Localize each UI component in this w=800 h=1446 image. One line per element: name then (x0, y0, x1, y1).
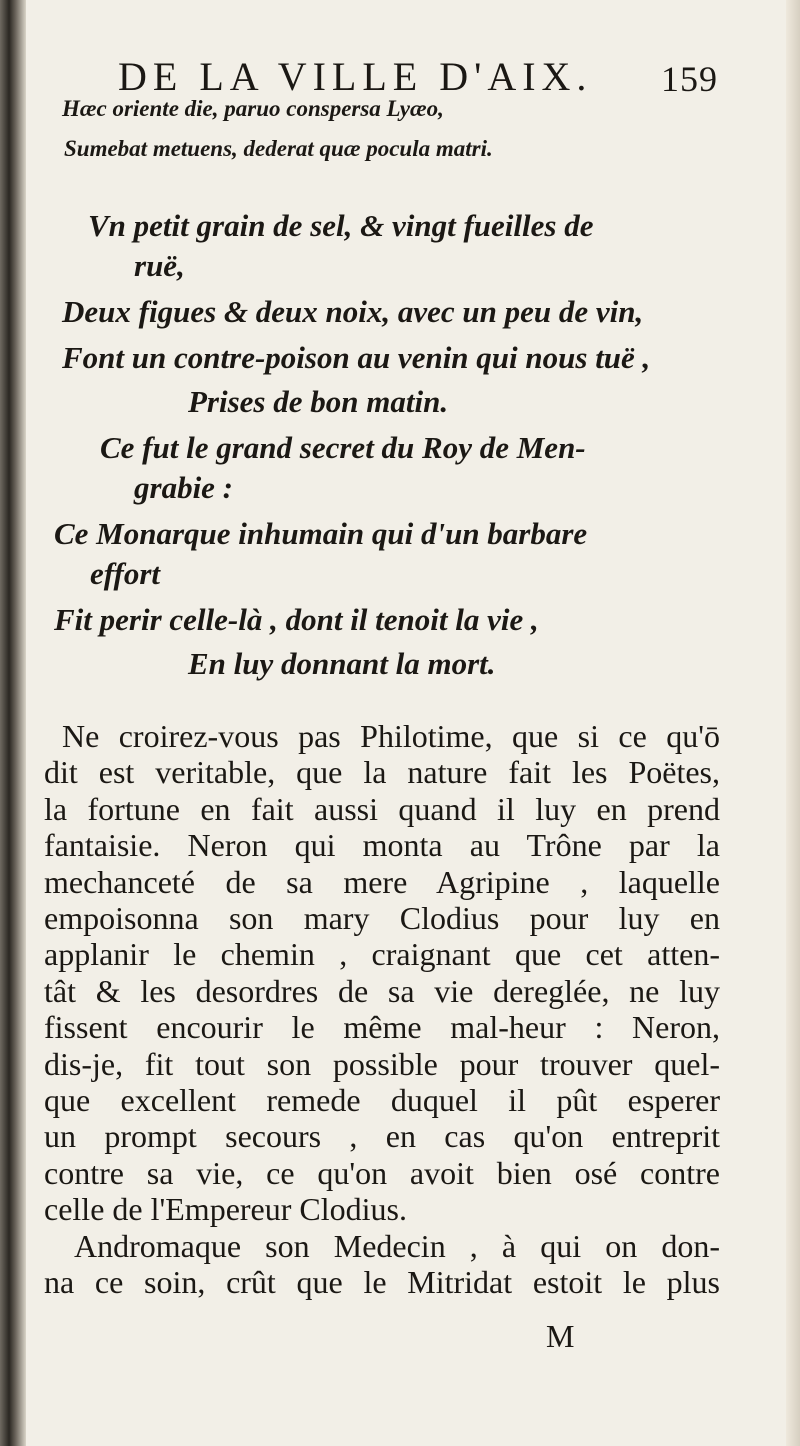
page-edge (786, 0, 800, 1446)
prose-line: que excellent remede duquel il pût esperer (44, 1082, 720, 1119)
prose-line: la fortune en fait aussi quand il luy en prend (44, 790, 720, 827)
verse-line: Fit perir celle-là , dont il tenoit la vie , (54, 602, 539, 637)
latin-verse-line: Sumebat metuens, dederat quæ pocula matri. (64, 136, 493, 161)
prose-line: fantaisie. Neron qui monta au Trône par la (44, 827, 720, 864)
verse-line: effort (90, 556, 161, 591)
prose-line: Ne croirez-vous pas Philotime, que si ce qu'ō (62, 718, 720, 754)
verse-line: ruë, (134, 248, 185, 283)
verse-line: Ce fut le grand secret du Roy de Men- (100, 430, 586, 465)
verse-line: Deux figues & deux noix, avec un peu de vin, (62, 294, 644, 329)
verse-line: Vn petit grain de sel, & vingt fueilles de (88, 208, 594, 243)
verse-line: Prises de bon matin. (188, 384, 449, 419)
book-gutter (0, 0, 26, 1446)
prose-line: dis-je, fit tout son possible pour trouver quel- (44, 1045, 720, 1082)
running-head: DE LA VILLE D'AIX. (118, 54, 593, 99)
page-number: 159 (661, 59, 718, 99)
prose-line: Andromaque son Medecin , à qui on don- (74, 1227, 720, 1264)
verse-line: En luy donnant la mort. (188, 646, 496, 681)
prose-line: tât & les desordres de sa vie dereglée, ne luy (44, 972, 720, 1009)
prose-line: mechanceté de sa mere Agripine , laquelle (44, 863, 720, 900)
prose-line: dit est veritable, que la nature fait les Poëtes, (44, 754, 720, 791)
prose-line: celle de l'Empereur Clodius. (44, 1191, 407, 1228)
verse-line: grabie : (134, 470, 234, 505)
prose-line: contre sa vie, ce qu'on avoit bien osé contre (44, 1154, 720, 1191)
prose-line: na ce soin, crût que le Mitridat estoit le plus (44, 1264, 720, 1301)
prose-text (44, 718, 720, 1301)
prose-line: empoisonna son mary Clodius pour luy en (44, 900, 720, 937)
prose-line: fissent encourir le même mal-heur : Neron, (44, 1009, 720, 1046)
verse-line: Font un contre-poison au venin qui nous tuë , (62, 340, 651, 375)
prose-line: applanir le chemin , craignant que cet atten- (44, 936, 720, 973)
prose-line: un prompt secours , en cas qu'on entreprit (44, 1118, 720, 1155)
page-header (118, 40, 718, 100)
verse-line: Ce Monarque inhumain qui d'un barbare (54, 516, 588, 551)
latin-verse-line: Hæc oriente die, paruo conspersa Lyæo, (62, 96, 444, 121)
signature-mark: M (546, 1318, 575, 1354)
